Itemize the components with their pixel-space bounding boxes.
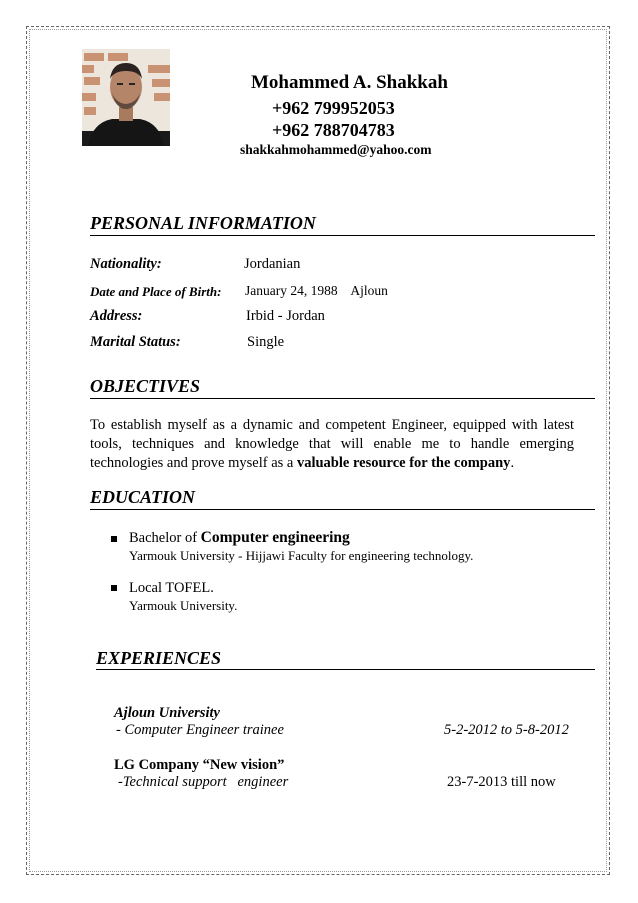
candidate-name: Mohammed A. Shakkah [251,72,448,93]
label-marital-status: Marital Status: [90,334,181,350]
label-address: Address: [90,308,143,324]
value-address: Irbid - Jordan [246,308,325,324]
objectives-text: To establish myself as a dynamic and competent Engineer, equipped with latest tools, techniques and knowledge that will enable me to handle emerging technologies and prove myself as a [90,417,574,471]
section-rule-objectives [90,398,595,399]
experience-role: -Technical support engineer [118,774,289,790]
experience-role: - Computer Engineer trainee [116,722,284,738]
bullet-icon [111,585,117,591]
bullet-icon [111,536,117,542]
email-address: shakkahmohammed@yahoo.com [240,142,432,157]
experience-org: Ajloun University [114,705,220,721]
phone-secondary: +962 788704783 [272,120,395,140]
objectives-emphasis: valuable resource for the company [296,455,511,471]
education-item [129,529,350,547]
section-title-education: EDUCATION [90,487,196,507]
experience-dates: 23-7-2013 till now [447,774,556,790]
profile-photo-image [82,49,170,146]
phone-primary: +962 799952053 [272,98,395,118]
education-item [129,579,214,597]
education-detail: Yarmouk University. [129,598,238,613]
profile-photo [82,49,170,146]
education-degree: Computer engineering [200,529,350,546]
value-nationality: Jordanian [244,256,301,272]
objectives-paragraph [90,416,574,473]
education-detail: Yarmouk University - Hijjawi Faculty for engineering technology. [129,548,474,563]
section-rule-personal [90,235,595,236]
section-title-objectives: OBJECTIVES [90,376,201,396]
section-title-personal: PERSONAL INFORMATION [90,213,316,233]
section-rule-experiences [96,669,595,670]
experience-dates: 5-2-2012 to 5-8-2012 [444,722,569,738]
education-prefix: Local TOFEL. [129,580,214,596]
section-title-experiences: EXPERIENCES [96,648,222,668]
label-birth: Date and Place of Birth: [90,284,222,299]
value-birth: January 24, 1988 Ajloun [245,283,388,298]
objectives-end: . [510,455,515,471]
section-rule-education [90,509,595,510]
label-nationality: Nationality: [90,256,162,272]
value-marital-status: Single [247,334,285,350]
experience-org: LG Company “New vision” [114,757,285,773]
education-prefix: Bachelor of [129,530,201,546]
